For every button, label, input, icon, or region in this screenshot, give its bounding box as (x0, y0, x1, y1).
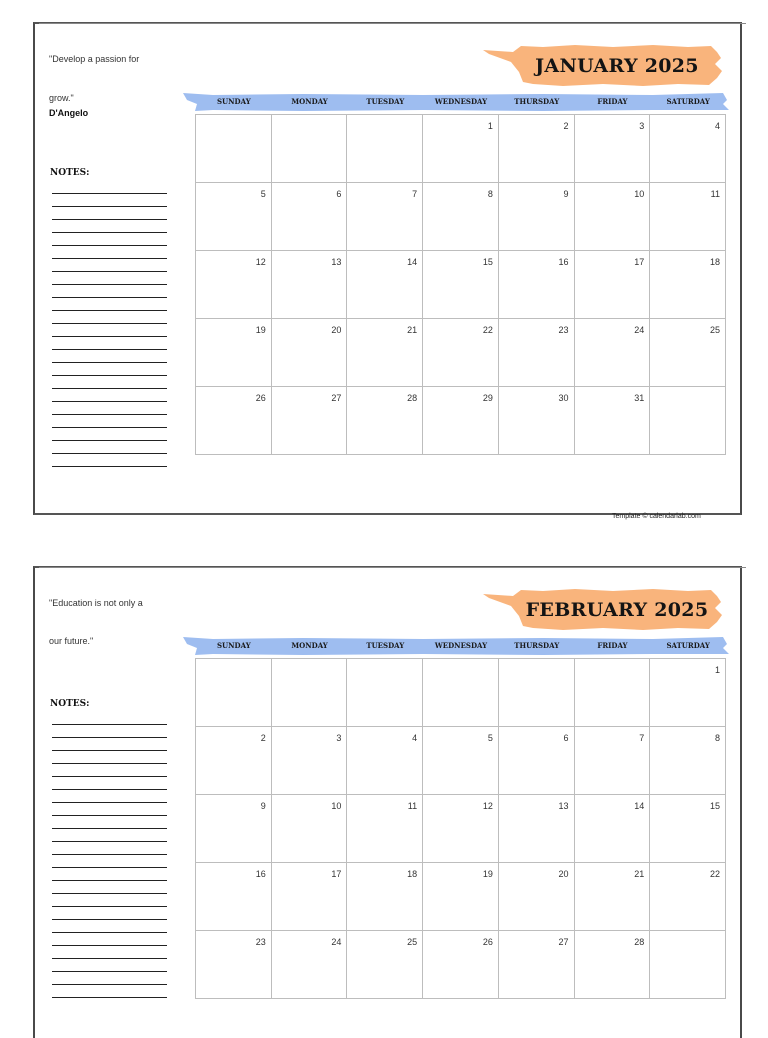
day-number: 28 (407, 393, 418, 403)
note-line (52, 971, 167, 972)
day-cell (347, 115, 423, 183)
day-cell (196, 183, 272, 251)
day-number: 27 (558, 937, 569, 947)
day-number: 10 (331, 801, 342, 811)
day-cell (423, 659, 499, 727)
day-cell (423, 795, 499, 863)
day-number: 13 (558, 801, 569, 811)
quote-author: D'Angelo (49, 108, 89, 118)
day-number: 14 (634, 801, 645, 811)
quote-line-2: our future." (49, 636, 94, 646)
day-cell (650, 931, 726, 999)
note-line (52, 763, 167, 764)
note-line (52, 388, 167, 389)
day-cell (650, 319, 726, 387)
day-cell (575, 115, 651, 183)
weekday-row (196, 636, 726, 656)
note-line (52, 232, 167, 233)
note-line (52, 841, 167, 842)
note-line (52, 336, 167, 337)
day-cell (196, 319, 272, 387)
day-cell (196, 115, 272, 183)
day-number: 19 (255, 325, 266, 335)
day-cell (575, 251, 651, 319)
note-line (52, 828, 167, 829)
day-cell (575, 183, 651, 251)
notes-label: NOTES: (50, 168, 90, 178)
day-cell (272, 115, 348, 183)
day-number: 21 (407, 325, 418, 335)
calendar-page-january (33, 22, 742, 515)
weekday-saturday: SATURDAY (666, 641, 710, 650)
note-line (52, 245, 167, 246)
day-number: 9 (260, 801, 266, 811)
note-line (52, 206, 167, 207)
note-line (52, 802, 167, 803)
day-number: 24 (634, 325, 645, 335)
day-cell (347, 251, 423, 319)
note-line (52, 958, 167, 959)
day-number: 26 (482, 937, 493, 947)
note-line (52, 750, 167, 751)
day-cell (423, 727, 499, 795)
day-cell (499, 183, 575, 251)
day-cell (423, 863, 499, 931)
day-cell (272, 931, 348, 999)
day-number: 20 (558, 869, 569, 879)
note-line (52, 776, 167, 777)
day-number: 6 (563, 733, 569, 743)
day-cell (575, 795, 651, 863)
day-number: 27 (331, 393, 342, 403)
day-cell (423, 319, 499, 387)
month-title: FEBRUARY 2025 (525, 599, 709, 621)
note-line (52, 453, 167, 454)
day-cell (272, 183, 348, 251)
day-number: 25 (407, 937, 418, 947)
note-line (52, 362, 167, 363)
day-number: 18 (709, 257, 720, 267)
day-cell (196, 387, 272, 455)
day-cell (423, 251, 499, 319)
note-line (52, 414, 167, 415)
day-cell (575, 863, 651, 931)
day-number: 1 (487, 121, 493, 131)
day-cell (423, 387, 499, 455)
day-number: 1 (714, 665, 720, 675)
day-cell (575, 659, 651, 727)
day-cell (499, 115, 575, 183)
note-line (52, 401, 167, 402)
day-number: 16 (558, 257, 569, 267)
day-cell (196, 727, 272, 795)
note-line (52, 284, 167, 285)
day-cell (499, 863, 575, 931)
day-cell (347, 863, 423, 931)
note-line (52, 323, 167, 324)
note-line (52, 440, 167, 441)
day-number: 15 (482, 257, 493, 267)
day-cell (347, 319, 423, 387)
day-number: 5 (260, 189, 266, 199)
note-line (52, 880, 167, 881)
weekday-header-banner (183, 636, 729, 656)
day-number: 29 (482, 393, 493, 403)
day-cell (272, 659, 348, 727)
day-cell (196, 863, 272, 931)
weekday-sunday: SUNDAY (217, 641, 251, 650)
day-cell (347, 387, 423, 455)
day-cell (196, 251, 272, 319)
day-number: 23 (558, 325, 569, 335)
day-cell (272, 251, 348, 319)
day-number: 18 (407, 869, 418, 879)
day-number: 13 (331, 257, 342, 267)
weekday-header-banner (183, 92, 729, 112)
note-line (52, 945, 167, 946)
day-cell (575, 319, 651, 387)
day-cell (499, 931, 575, 999)
note-line (52, 984, 167, 985)
day-number: 17 (634, 257, 645, 267)
day-cell (423, 931, 499, 999)
day-number: 4 (412, 733, 418, 743)
note-line (52, 724, 167, 725)
note-line (52, 789, 167, 790)
day-cell (575, 931, 651, 999)
day-number: 17 (331, 869, 342, 879)
day-cell (650, 251, 726, 319)
day-number: 21 (634, 869, 645, 879)
day-cell (650, 659, 726, 727)
note-line (52, 919, 167, 920)
day-number: 31 (634, 393, 645, 403)
day-cell (272, 319, 348, 387)
day-number: 22 (482, 325, 493, 335)
day-cell (499, 727, 575, 795)
day-number: 7 (412, 189, 418, 199)
day-number: 11 (710, 189, 720, 199)
day-number: 30 (558, 393, 569, 403)
day-number: 3 (639, 121, 645, 131)
day-number: 24 (331, 937, 342, 947)
note-line (52, 193, 167, 194)
note-line (52, 297, 167, 298)
day-cell (499, 659, 575, 727)
day-number: 10 (634, 189, 645, 199)
weekday-row (196, 92, 726, 112)
day-number: 2 (260, 733, 266, 743)
weekday-wednesday: WEDNESDAY (434, 641, 488, 650)
note-line (52, 893, 167, 894)
weekday-tuesday: TUESDAY (366, 97, 405, 106)
note-line (52, 815, 167, 816)
day-cell (575, 387, 651, 455)
day-cell (499, 251, 575, 319)
quote-line-1: "Develop a passion for (49, 54, 140, 64)
day-cell (499, 795, 575, 863)
day-cell (272, 863, 348, 931)
day-cell (423, 115, 499, 183)
day-number: 15 (709, 801, 720, 811)
day-number: 3 (336, 733, 342, 743)
day-cell (423, 183, 499, 251)
day-cell (272, 795, 348, 863)
note-line (52, 997, 167, 998)
day-number: 11 (407, 801, 418, 811)
note-line (52, 375, 167, 376)
day-cell (272, 727, 348, 795)
note-line (52, 466, 167, 467)
note-line (52, 867, 167, 868)
day-number: 22 (709, 869, 720, 879)
day-cell (347, 727, 423, 795)
note-line (52, 310, 167, 311)
weekday-friday: FRIDAY (597, 641, 628, 650)
day-number: 23 (255, 937, 266, 947)
day-number: 19 (482, 869, 493, 879)
note-line (52, 854, 167, 855)
weekday-monday: MONDAY (291, 97, 328, 106)
day-number: 25 (709, 325, 720, 335)
note-line (52, 427, 167, 428)
date-grid (195, 114, 726, 455)
day-cell (272, 387, 348, 455)
day-number: 4 (714, 121, 720, 131)
day-number: 14 (407, 257, 418, 267)
weekday-monday: MONDAY (291, 641, 328, 650)
day-cell (575, 727, 651, 795)
note-line (52, 258, 167, 259)
day-cell (347, 183, 423, 251)
note-line (52, 349, 167, 350)
notes-label: NOTES: (50, 699, 90, 709)
day-cell (650, 863, 726, 931)
day-cell (499, 319, 575, 387)
day-cell (650, 183, 726, 251)
month-title-banner (483, 44, 723, 88)
day-number: 8 (714, 733, 720, 743)
notes-lines (52, 193, 167, 479)
day-number: 20 (331, 325, 342, 335)
date-grid (195, 658, 726, 999)
weekday-friday: FRIDAY (597, 97, 628, 106)
day-number: 2 (563, 121, 569, 131)
weekday-thursday: THURSDAY (514, 641, 560, 650)
quote-line-1: "Education is not only a (49, 598, 143, 608)
day-number: 8 (487, 189, 493, 199)
note-line (52, 219, 167, 220)
day-cell (347, 931, 423, 999)
weekday-thursday: THURSDAY (514, 97, 560, 106)
weekday-saturday: SATURDAY (666, 97, 710, 106)
weekday-tuesday: TUESDAY (366, 641, 405, 650)
day-number: 5 (487, 733, 493, 743)
day-cell (196, 659, 272, 727)
note-line (52, 932, 167, 933)
notes-lines (52, 724, 167, 1010)
month-title-banner (483, 588, 723, 632)
month-title: JANUARY 2025 (535, 55, 699, 77)
day-number: 7 (639, 733, 645, 743)
day-number: 9 (563, 189, 569, 199)
day-number: 12 (482, 801, 493, 811)
day-cell (650, 795, 726, 863)
day-cell (650, 727, 726, 795)
day-number: 16 (255, 869, 266, 879)
day-number: 26 (255, 393, 266, 403)
note-line (52, 737, 167, 738)
calendar-page-february (33, 566, 742, 1038)
day-cell (347, 659, 423, 727)
footer-credit: Template © calendarlab.com (612, 513, 701, 520)
day-cell (196, 795, 272, 863)
day-cell (650, 115, 726, 183)
note-line (52, 906, 167, 907)
day-cell (650, 387, 726, 455)
day-cell (347, 795, 423, 863)
day-number: 6 (336, 189, 342, 199)
day-number: 28 (634, 937, 645, 947)
note-line (52, 271, 167, 272)
day-cell (196, 931, 272, 999)
quote-line-2: grow." (49, 93, 74, 103)
day-number: 12 (255, 257, 266, 267)
weekday-sunday: SUNDAY (217, 97, 251, 106)
weekday-wednesday: WEDNESDAY (434, 97, 488, 106)
day-cell (499, 387, 575, 455)
